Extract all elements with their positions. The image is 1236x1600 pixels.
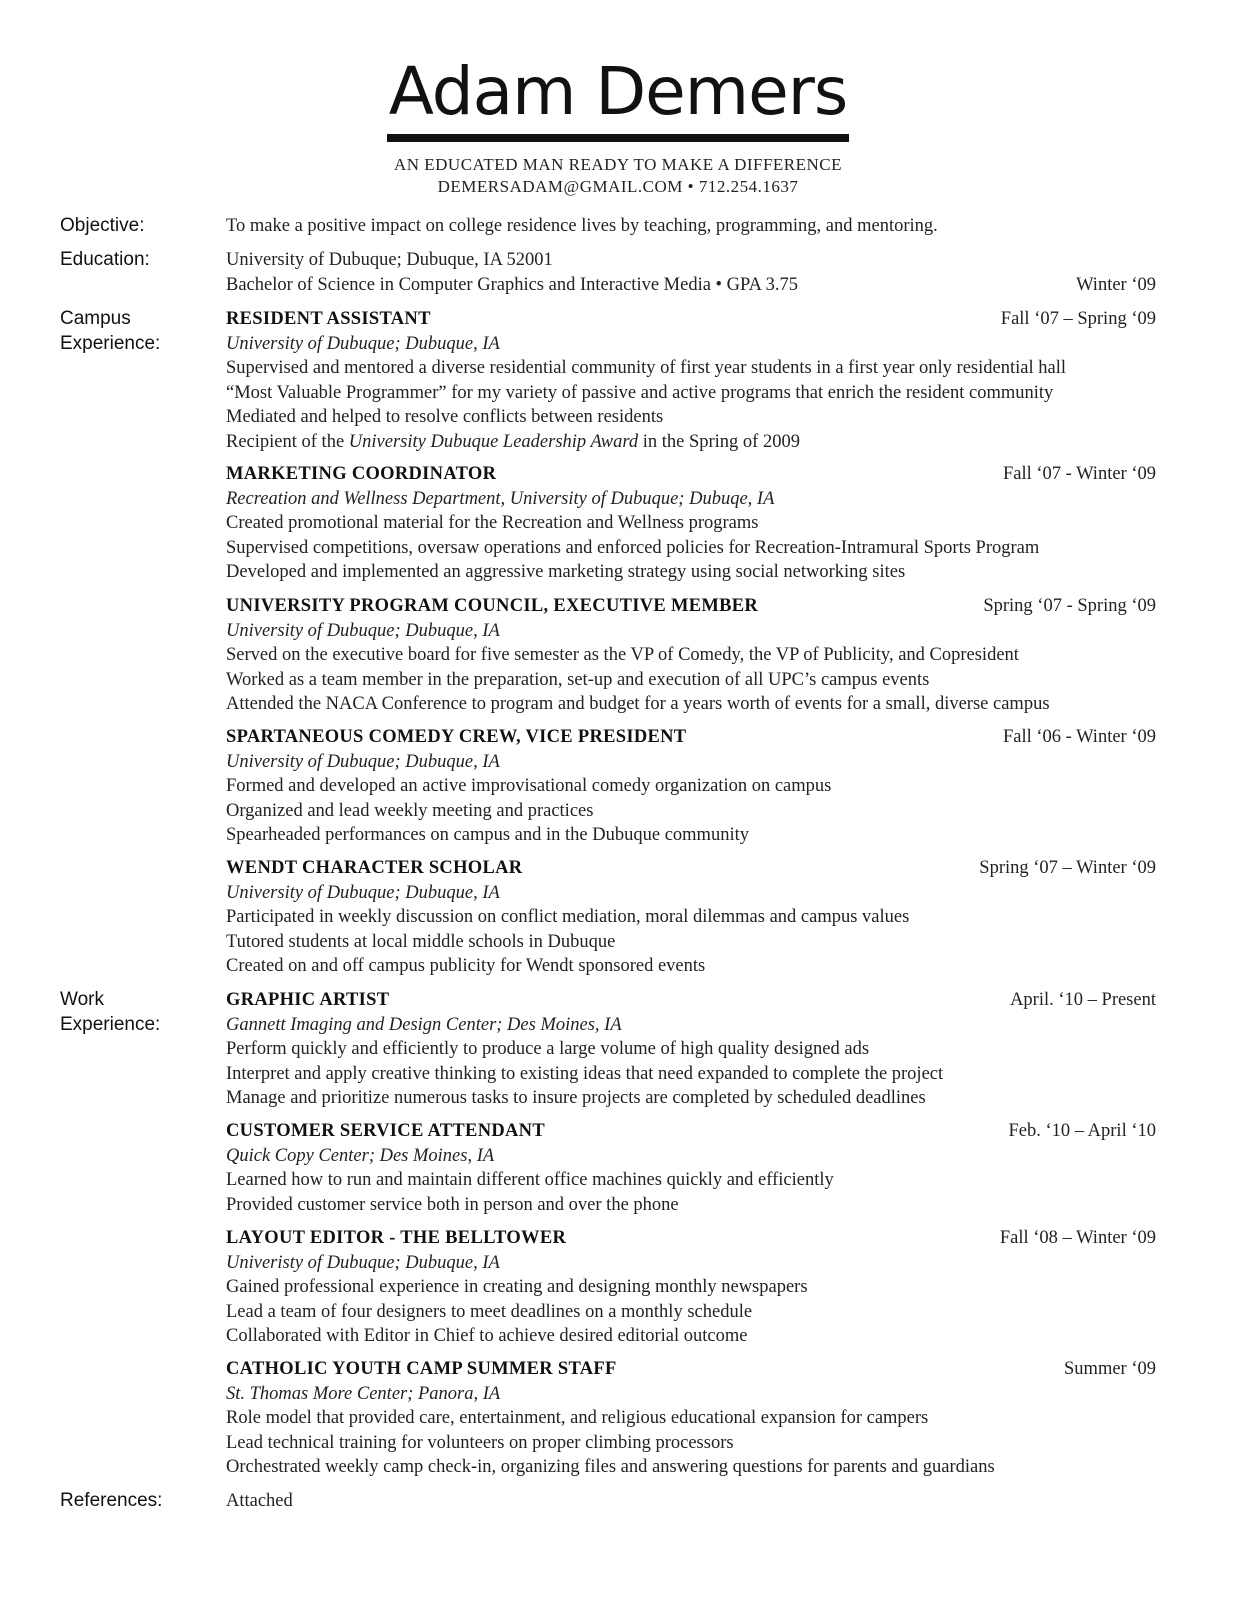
references-section xyxy=(226,1489,1156,1514)
entry-duty: Created promotional material for the Recreation and Wellness programs xyxy=(226,513,759,533)
candidate-name: Adam Demers xyxy=(387,52,849,142)
entry-duty: Role model that provided care, entertainment, and religious educational expansion for campers xyxy=(226,1408,929,1428)
education-date: Winter ‘09 xyxy=(1076,274,1156,295)
entry-date: Fall ‘06 - Winter ‘09 xyxy=(1002,727,1156,747)
entry-duty: Manage and prioritize numerous tasks to insure projects are completed by scheduled deadlines xyxy=(226,1088,926,1108)
entry-duty: Spearheaded performances on campus and in the Dubuque community xyxy=(226,825,749,845)
entry-duty: Lead a team of four designers to meet deadlines on a monthly schedule xyxy=(226,1301,753,1322)
entry-duty: Gained professional experience in creating and designing monthly newspapers xyxy=(226,1277,808,1297)
entry-header-row xyxy=(226,307,1156,332)
entry-duty: Lead technical training for volunteers on proper climbing processors xyxy=(226,1432,734,1453)
entry-date: April. ‘10 – Present xyxy=(1010,990,1156,1010)
entry-organization: University of Dubuque; Dubuque, IA xyxy=(226,333,500,354)
entry-duty: Tutored students at local middle schools in Dubuque xyxy=(226,931,616,952)
entry-header-row xyxy=(226,1357,1156,1382)
campus-experience-label xyxy=(60,307,210,356)
entry-duty: Provided customer service both in person and over the phone xyxy=(226,1194,679,1215)
entry-title: GRAPHIC ARTIST xyxy=(226,990,390,1010)
entry-date: Spring ‘07 – Winter ‘09 xyxy=(979,858,1156,878)
campus-entry-resident-assistant xyxy=(226,307,1156,454)
entry-duty: Perform quickly and efficiently to produce a large volume of high quality designed ads xyxy=(226,1039,870,1059)
resume-header xyxy=(0,52,1236,198)
entry-duty: Participated in weekly discussion on conflict mediation, moral dilemmas and campus values xyxy=(226,907,910,927)
references-label: References: xyxy=(60,1490,163,1511)
entry-duty: Worked as a team member in the preparation, set-up and execution of all UPC’s campus events xyxy=(226,669,930,690)
entry-duty: Served on the executive board for five semester as the VP of Comedy, the VP of Publicity, and Copresident xyxy=(226,645,1019,665)
entry-duty: Collaborated with Editor in Chief to achieve desired editorial outcome xyxy=(226,1326,748,1346)
entry-title: UNIVERSITY PROGRAM COUNCIL, EXECUTIVE MEMBER xyxy=(226,596,759,616)
work-entry-graphic-artist xyxy=(226,988,1156,1111)
entry-duty: Mediated and helped to resolve conflicts between residents xyxy=(226,407,664,427)
entry-duty: Interpret and apply creative thinking to existing ideas that need expanded to complete the project xyxy=(226,1063,944,1084)
entry-header-row xyxy=(226,725,1156,750)
campus-entry-marketing-coordinator xyxy=(226,462,1156,585)
campus-entry-comedy-crew xyxy=(226,725,1156,848)
entry-header-row xyxy=(226,462,1156,487)
entry-duty: Supervised competitions, oversaw operations and enforced policies for Recreation-Intramural Sports Program xyxy=(226,537,1040,558)
entry-duty: Created on and off campus publicity for Wendt sponsored events xyxy=(226,956,706,976)
entry-date: Fall ‘08 – Winter ‘09 xyxy=(999,1228,1156,1248)
entry-title: CUSTOMER SERVICE ATTENDANT xyxy=(226,1121,545,1141)
entry-date: Summer ‘09 xyxy=(1064,1359,1156,1379)
work-entry-summer-staff xyxy=(226,1357,1156,1480)
entry-title: RESIDENT ASSISTANT xyxy=(226,309,431,329)
entry-organization: University of Dubuque; Dubuque, IA xyxy=(226,620,500,641)
entry-header-row xyxy=(226,1226,1156,1251)
objective-section xyxy=(226,214,1156,239)
entry-organization: University of Dubuque; Dubuque, IA xyxy=(226,882,500,903)
education-school: University of Dubuque; Dubuque, IA 52001 xyxy=(226,250,553,270)
campus-label-line1: Campus xyxy=(60,308,131,329)
entry-organization: University of Dubuque; Dubuque, IA xyxy=(226,751,500,772)
education-degree-row xyxy=(226,273,1156,298)
entry-title: MARKETING COORDINATOR xyxy=(226,464,497,484)
entry-duty: Learned how to run and maintain different office machines quickly and efficiently xyxy=(226,1170,834,1190)
entry-date: Fall ‘07 - Winter ‘09 xyxy=(1002,464,1156,484)
objective-label: Objective: xyxy=(60,215,145,236)
education-degree: Bachelor of Science in Computer Graphics and Interactive Media • GPA 3.75 xyxy=(226,274,798,295)
work-label-line2: Experience: xyxy=(60,1013,161,1035)
campus-label-line2: Experience: xyxy=(60,332,161,354)
award-prefix: Recipient of the xyxy=(226,431,349,452)
entry-title: CATHOLIC YOUTH CAMP SUMMER STAFF xyxy=(226,1359,617,1379)
entry-duty: Organized and lead weekly meeting and practices xyxy=(226,800,594,821)
entry-organization: Univeristy of Dubuque; Dubuque, IA xyxy=(226,1252,500,1273)
entry-duty: Developed and implemented an aggressive marketing strategy using social networking sites xyxy=(226,562,906,582)
entry-title: WENDT CHARACTER SCHOLAR xyxy=(226,858,523,878)
contact-info: DEMERSADAM@GMAIL.COM • 712.254.1637 xyxy=(437,177,799,196)
entry-duty: Formed and developed an active improvisational comedy organization on campus xyxy=(226,776,832,796)
work-label-line1: Work xyxy=(60,989,104,1010)
entry-header-row xyxy=(226,1119,1156,1144)
entry-organization: Gannett Imaging and Design Center; Des Moines, IA xyxy=(226,1014,622,1035)
entry-date: Spring ‘07 - Spring ‘09 xyxy=(983,596,1156,616)
entry-organization: Recreation and Wellness Department, University of Dubuque; Dubuqe, IA xyxy=(226,488,775,509)
entry-organization: St. Thomas More Center; Panora, IA xyxy=(226,1383,501,1404)
award-suffix: in the Spring of 2009 xyxy=(638,431,800,452)
entry-header-row xyxy=(226,856,1156,881)
work-entry-layout-editor xyxy=(226,1226,1156,1349)
campus-entry-program-council xyxy=(226,594,1156,717)
entry-header-row xyxy=(226,594,1156,619)
tagline: AN EDUCATED MAN READY TO MAKE A DIFFERENCE xyxy=(393,155,843,174)
entry-organization: Quick Copy Center; Des Moines, IA xyxy=(226,1145,495,1166)
work-entry-customer-service xyxy=(226,1119,1156,1217)
entry-duty: Orchestrated weekly camp check-in, organizing files and answering questions for parents and guardians xyxy=(226,1457,995,1477)
entry-header-row xyxy=(226,988,1156,1013)
entry-award xyxy=(226,430,1156,455)
entry-duty: “Most Valuable Programmer” for my variety of passive and active programs that enrich the resident community xyxy=(226,382,1054,403)
entry-duty: Supervised and mentored a diverse residential community of first year students in a first year only residential hall xyxy=(226,358,1066,378)
education-section xyxy=(226,248,1156,297)
entry-duty: Attended the NACA Conference to program and budget for a years worth of events for a small, diverse campus xyxy=(226,694,1050,714)
references-text: Attached xyxy=(226,1491,293,1511)
entry-date: Feb. ‘10 – April ‘10 xyxy=(1008,1121,1156,1141)
award-name: University Dubuque Leadership Award xyxy=(348,431,639,452)
entry-title: LAYOUT EDITOR - THE BELLTOWER xyxy=(226,1228,567,1248)
work-experience-label xyxy=(60,988,210,1037)
education-label: Education: xyxy=(60,249,150,270)
campus-entry-wendt-scholar xyxy=(226,856,1156,979)
objective-text: To make a positive impact on college residence lives by teaching, programming, and mentoring. xyxy=(226,216,938,236)
entry-date: Fall ‘07 – Spring ‘09 xyxy=(1000,309,1156,329)
entry-title: SPARTANEOUS COMEDY CREW, VICE PRESIDENT xyxy=(226,727,687,747)
